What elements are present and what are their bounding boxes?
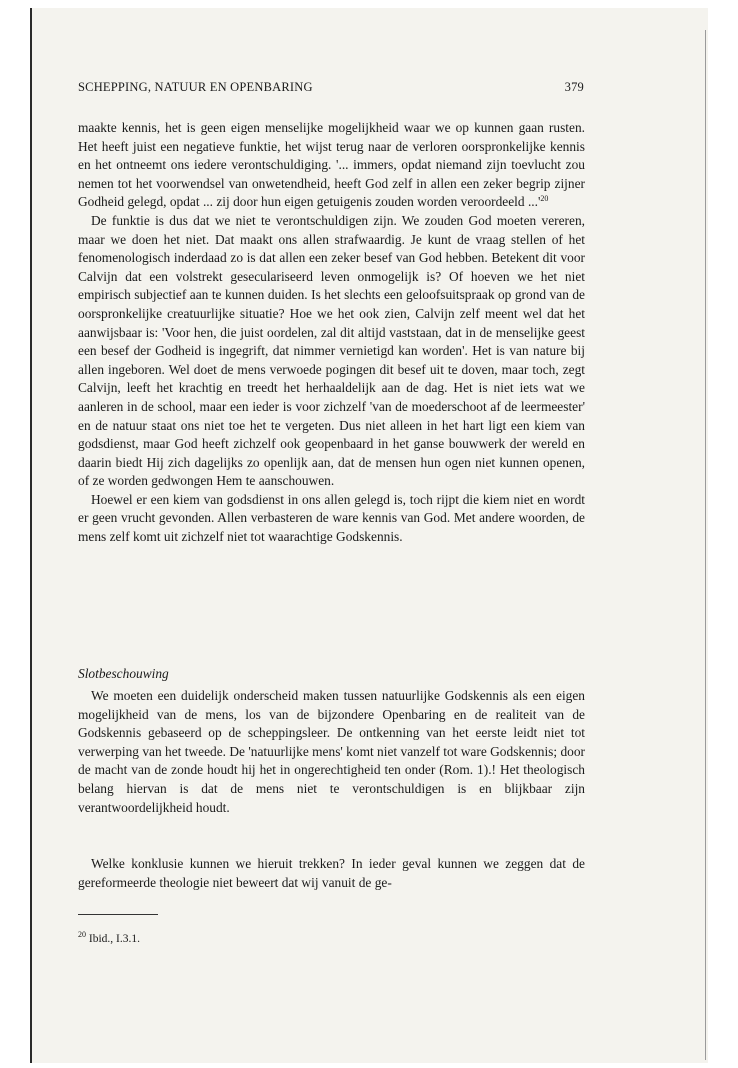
body-text-main — [78, 119, 585, 547]
paragraph: We moeten een duidelijk onderscheid maken tussen natuurlijke Godskennis als een eigen mogelijkheid van de mens, los van de bijzondere Openbaring en de realiteit van de Godskennis gebaseerd op de scheppingsleer. De ontkenning van het eerste leidt niet tot verwerping van het tweede. De 'natuurlijke mens' komt niet vanzelf tot ware Godskennis; door de macht van de zonde houdt hij het in ongerechtigheid ten onder (Rom. 1).! Het theologisch belang hiervan is dat de mens niet te verontschuldigen is en blijkbaar zijn verantwoordelijkheid houdt. — [78, 688, 585, 815]
running-title: SCHEPPING, NATUUR EN OPENBARING — [78, 80, 313, 94]
footnote-number: 20 — [78, 930, 86, 939]
paragraph: De funktie is dus dat we niet te verontschuldigen zijn. We zouden God moeten vereren, maar we doen het niet. Dat maakt ons allen strafwaardig. Je kunt de vraag stellen of het fenomenologisch inderdaad zo is dat allen een zeker besef van God hebben. Betekent dit voor Calvijn dat een volstrekt geseculariseerd leven onmogelijk is? Of hoeven we het niet empirisch subjectief aan te kunnen duiden. Is het slechts een geloofsuitspraak op grond van de oorspronkelijke creatuurlijke situatie? Hoe we het ook zien, Calvijn zelf meent wel dat het aanwijsbaar is: 'Voor hen, die juist oordelen, zal dit altijd vaststaan, dat in de menselijke geest een besef der Godheid is ingegrift, dat nimmer vernietigd kan worden'. Het is van nature bij allen ingeboren. Wel doet de mens verwoede pogingen dit besef uit te doven, maar toch, zegt Calvijn, leeft het krachtig en treedt het herhaaldelijk aan de dag. Het is niet iets wat we aanleren in de school, maar een ieder is voor zichzelf 'van de moederschoot af de leermeester' en de natuur staat ons niet toe het te vergeten. Dus niet alleen in het hart ligt een kiem van godsdienst, maar God heeft zichzelf ook geopenbaard in het ganse bouwwerk der wereld en daarin biedt Hij zich dagelijks zo openlijk aan, dat de mensen hun ogen niet kunnen openen, of ze worden gedwongen Hem te aanschouwen. — [78, 212, 585, 489]
page-edge-line — [705, 30, 706, 1060]
footnote — [78, 930, 140, 945]
page-number: 379 — [564, 80, 584, 94]
footnote-text: Ibid., I.3.1. — [88, 933, 140, 945]
paragraph: Welke konklusie kunnen we hieruit trekken? In ieder geval kunnen we zeggen dat de gereformeerde theologie niet beweert dat wij vanuit de ge- — [78, 856, 585, 890]
paragraph: Hoewel er een kiem van godsdienst in ons allen gelegd is, toch rijpt die kiem niet en wordt er geen vrucht gevonden. Allen verbasteren de ware kennis van God. Met andere woorden, de mens zelf komt uit zichzelf niet tot waarachtige Godskennis. — [78, 491, 585, 545]
body-text-final — [78, 855, 585, 892]
body-text-conclusion — [78, 687, 585, 817]
footnote-divider — [78, 914, 158, 915]
paragraph — [78, 119, 585, 212]
paragraph-text: maakte kennis, het is geen eigen menselijke mogelijkheid waar we op kunnen gaan rusten. Het heeft juist een negatieve funktie, het wijst terug naar de verloren oorspronkelijke kennis en het ontneemt ons iedere verontschuldiging. '... immers, opdat niemand zijn toevlucht zou nemen tot het voorwendsel van onwetendheid, heeft God zelf in allen een zeker begrip zijner Godheid gelegd, opdat ... zij door hun eigen getuigenis zouden worden veroordeeld ...' — [78, 120, 585, 210]
section-heading: Slotbeschouwing — [78, 666, 169, 681]
footnote-ref: 20 — [540, 194, 549, 204]
